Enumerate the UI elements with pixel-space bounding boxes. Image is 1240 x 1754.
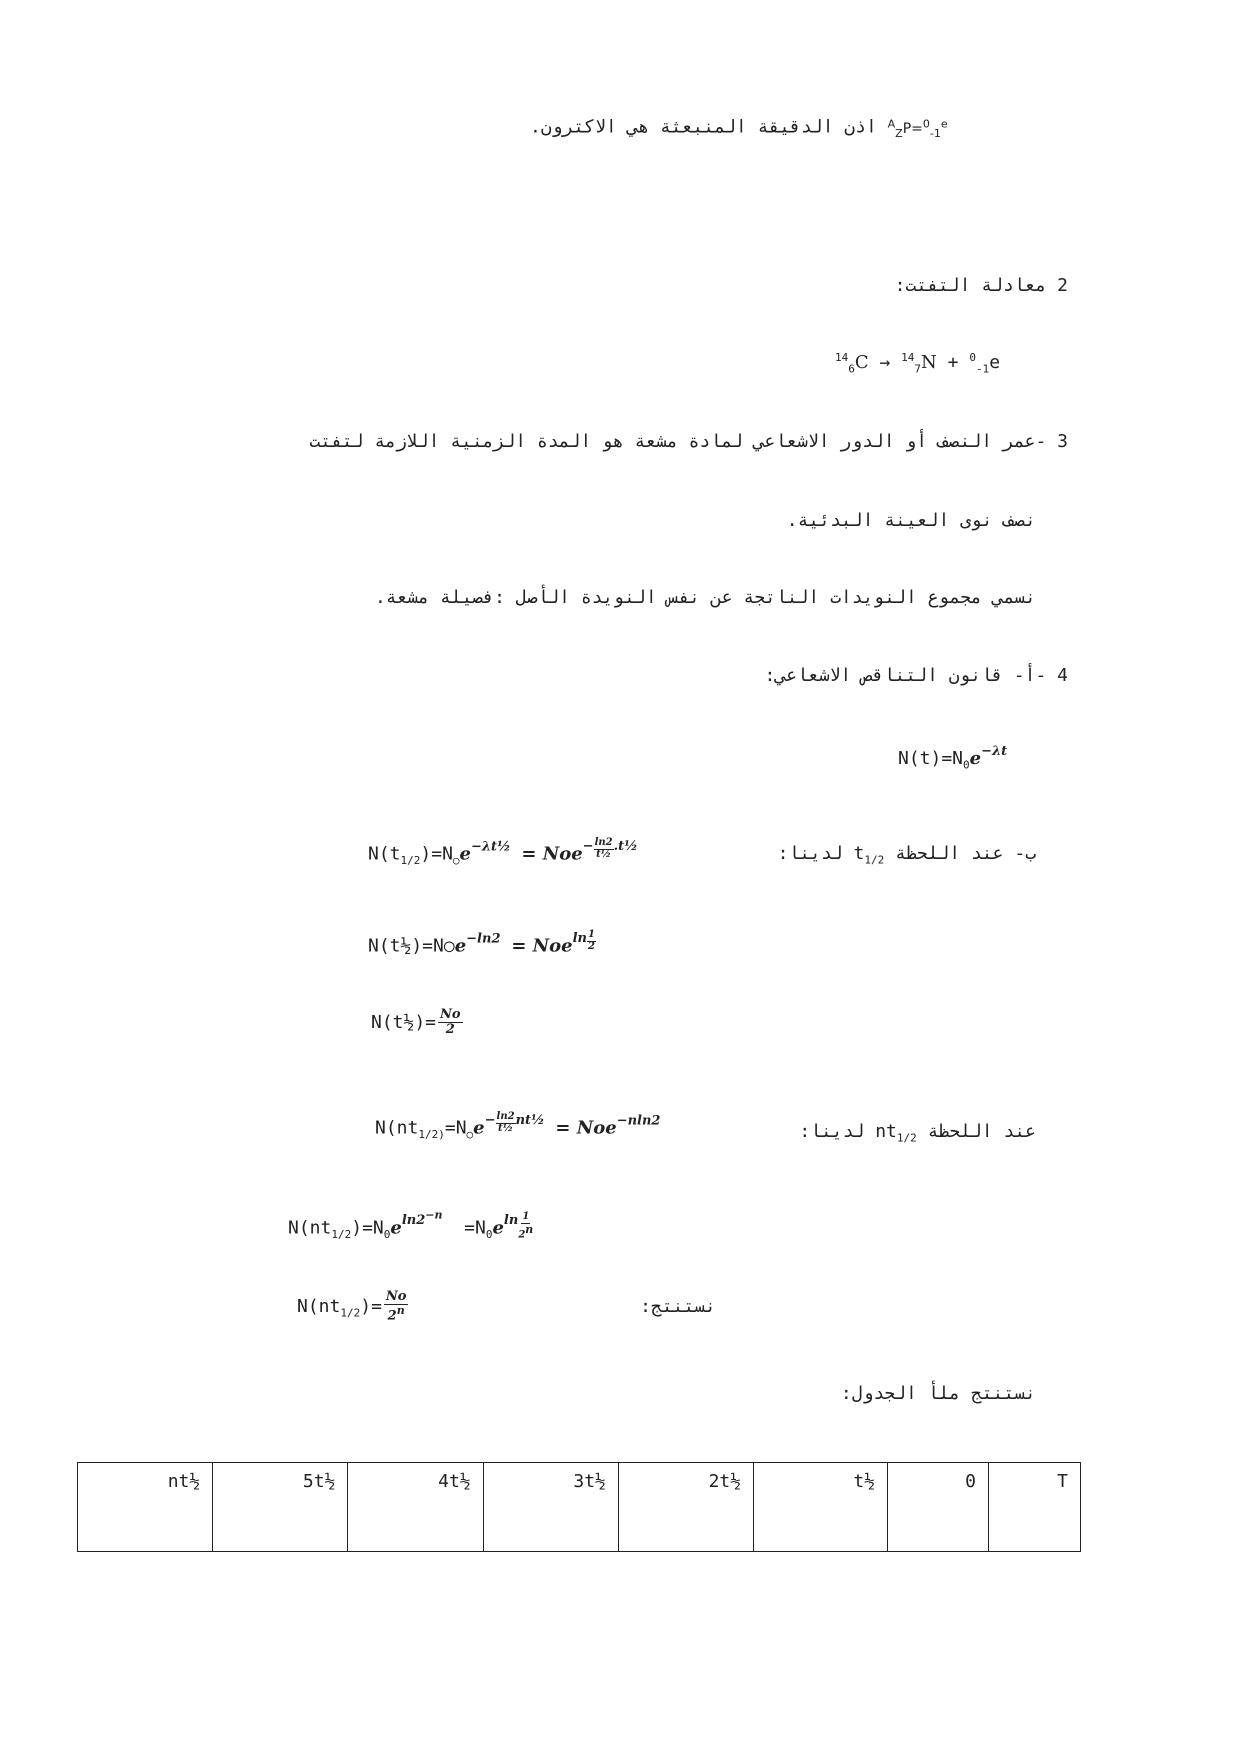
- line-5-text: ب- عند اللحظة: [895, 843, 1036, 864]
- table-cell: 5t½: [213, 1463, 348, 1552]
- line-7-text: نستنتج:: [640, 1296, 716, 1317]
- item-number-3: 3: [1057, 431, 1068, 452]
- line-3-text: -عمر النصف أو الدور الاشعاعي لمادة مشعة هو المدة الزمنية اللازمة لتفتت: [309, 431, 1047, 452]
- table-cell: nt½: [78, 1463, 213, 1552]
- decay-equation: $^{14}_6$C → $^{14}_7$N + $^0_{-1}$e: [835, 351, 1001, 376]
- line-8-text: نستنتج ملأ الجدول:: [840, 1383, 1036, 1404]
- line-6: [799, 1123, 1036, 1144]
- table-cell: 3t½: [483, 1463, 618, 1552]
- equation-6: $N(nt_{1/2})=$ $\frac{No}{2^n}$: [297, 1289, 407, 1324]
- decay-law: $N(t)=N_0e^{-\lambda t}$: [898, 744, 1008, 772]
- particle-equation: $^A_Z$P=$^0_{-1}^e$: [887, 117, 948, 140]
- line-2-text: معادلة التفتت:: [894, 275, 1047, 296]
- t-half-symbol: $t_{1/2}$: [853, 843, 885, 867]
- item-number-4: 4: [1057, 665, 1068, 686]
- table-cell: 4t½: [348, 1463, 483, 1552]
- line-4-text: -أ- قانون التناقص الاشعاعي:: [764, 665, 1047, 686]
- table-cell: 2t½: [618, 1463, 753, 1552]
- line-5-text2: لدينا:: [777, 843, 843, 864]
- line-5: [778, 845, 1036, 866]
- line-6-text2: لدينا:: [799, 1121, 865, 1142]
- line-3b-text: نصف نوى العينة البدئية.: [786, 510, 1036, 531]
- line-2: [895, 277, 1068, 295]
- table-cell: T: [988, 1463, 1080, 1552]
- equation-2: $N(t\frac{1}{2})=N○e^{-ln2} = Noe^{ln \frac{1}{2}}$: [368, 929, 595, 957]
- item-number-2: 2: [1057, 275, 1068, 296]
- line-1: [530, 118, 948, 138]
- table-row: [78, 1463, 1081, 1552]
- table-cell: t½: [754, 1463, 888, 1552]
- equation-1: $N(t_{1/2})=N_○e^{-\lambda t\frac{1}{2}} = Noe^{- \frac{\ln 2}{\text{t½}} .t\frac{1}{2}}$: [368, 837, 638, 867]
- line-3: [309, 433, 1068, 451]
- nt-half-symbol: $nt_{1/2}$: [875, 1121, 917, 1145]
- line-1-text: اذن الدقيقة المنبعثة هي الاكترون.: [530, 116, 877, 138]
- line-4: [765, 667, 1068, 685]
- line-3c-text: نسمي مجموع النويدات الناتجة عن نفس النويدة الأصل :فصيلة مشعة.: [374, 587, 1036, 608]
- equation-4: $N(nt_{1/2)}=N_○e^{- \frac{\ln 2}{\text{t½}} nt\frac{1}{2}} = Noe^{-nln2}$: [375, 1111, 661, 1141]
- values-table: [77, 1462, 1081, 1552]
- equation-3: N(t½)= $\frac{No}{2}$: [371, 1007, 461, 1038]
- line-6-text: عند اللحظة: [927, 1121, 1036, 1142]
- table-cell: 0: [888, 1463, 989, 1552]
- equation-5: $N(nt_{1/2})=N_0e^{ln2^{-n}} =N_0e^{ln \frac{1}{2^n}}$: [288, 1209, 534, 1241]
